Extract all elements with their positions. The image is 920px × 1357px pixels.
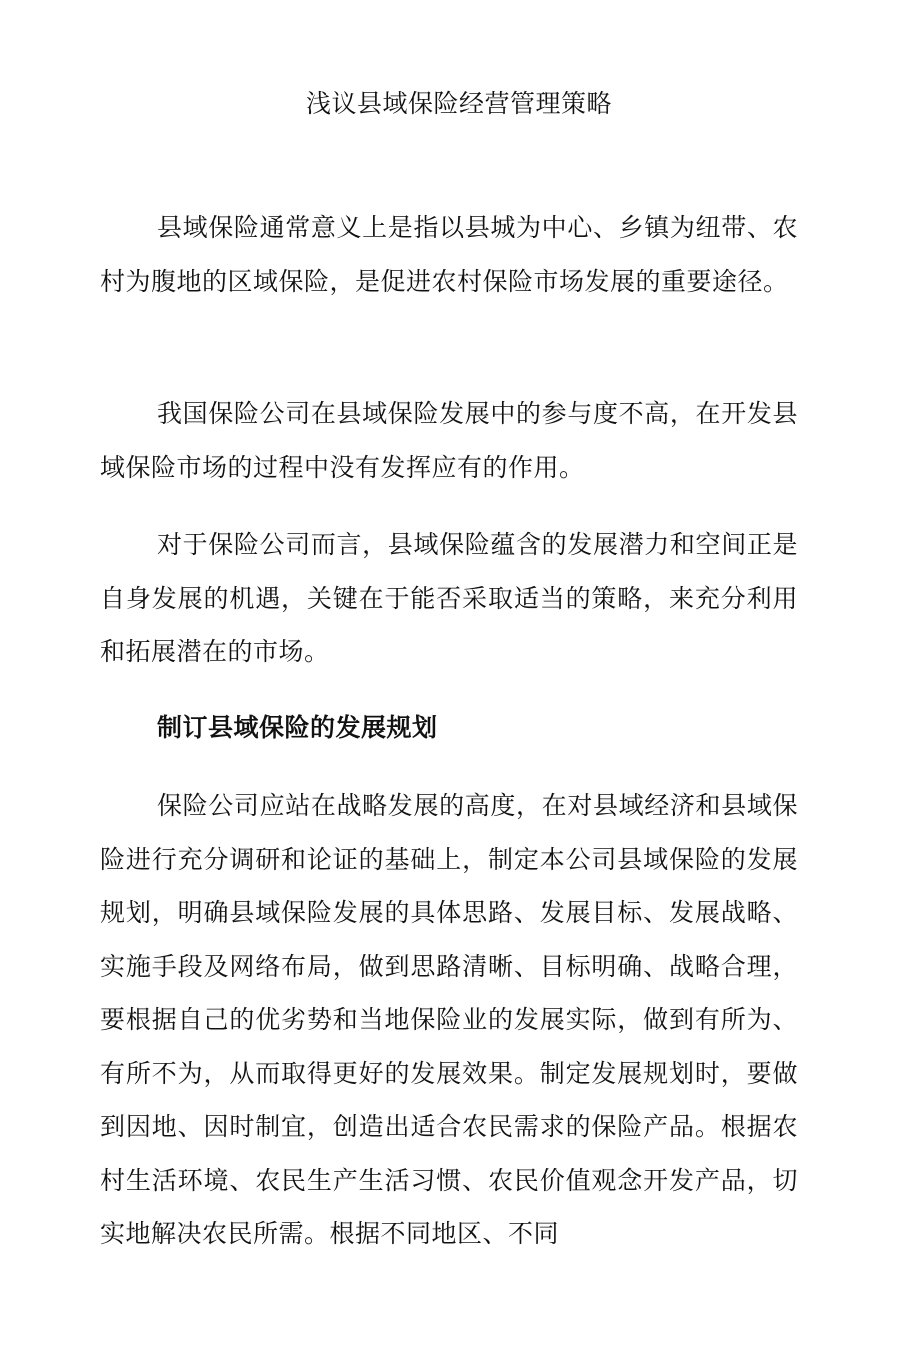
- paragraph-intro: 县域保险通常意义上是指以县城为中心、乡镇为纽带、农村为腹地的区域保险，是促进农村保险市场发展的重要途径。: [100, 213, 798, 296]
- paragraph-development-plan: 保险公司应站在战略发展的高度，在对县域经济和县域保险进行充分调研和论证的基础上，制定本公司县域保险的发展规划，明确县域保险发展的具体思路、发展目标、发展战略、实施手段及网络布局，做到思路清晰、目标明确、战略合理，要根据自己的优劣势和当地保险业的发展实际，做到有所为、有所不为，从而取得更好的发展效果。制定发展规划时，要做到因地、因时制宜，创造出适合农民需求的保险产品。根据农村生活环境、农民生产生活习惯、农民价值观念开发产品，切实地解决农民所需。根据不同地区、不同: [100, 791, 798, 1248]
- document-title: 浅议县域保险经营管理策略: [305, 89, 612, 118]
- section-heading: 制订县域保险的发展规划: [157, 713, 438, 742]
- paragraph-opportunity: 对于保险公司而言，县域保险蕴含的发展潜力和空间正是自身发展的机遇，关键在于能否采取适当的策略，来充分利用和拓展潜在的市场。: [100, 530, 798, 666]
- paragraph-participation: 我国保险公司在县域保险发展中的参与度不高，在开发县域保险市场的过程中没有发挥应有的作用。: [100, 399, 798, 482]
